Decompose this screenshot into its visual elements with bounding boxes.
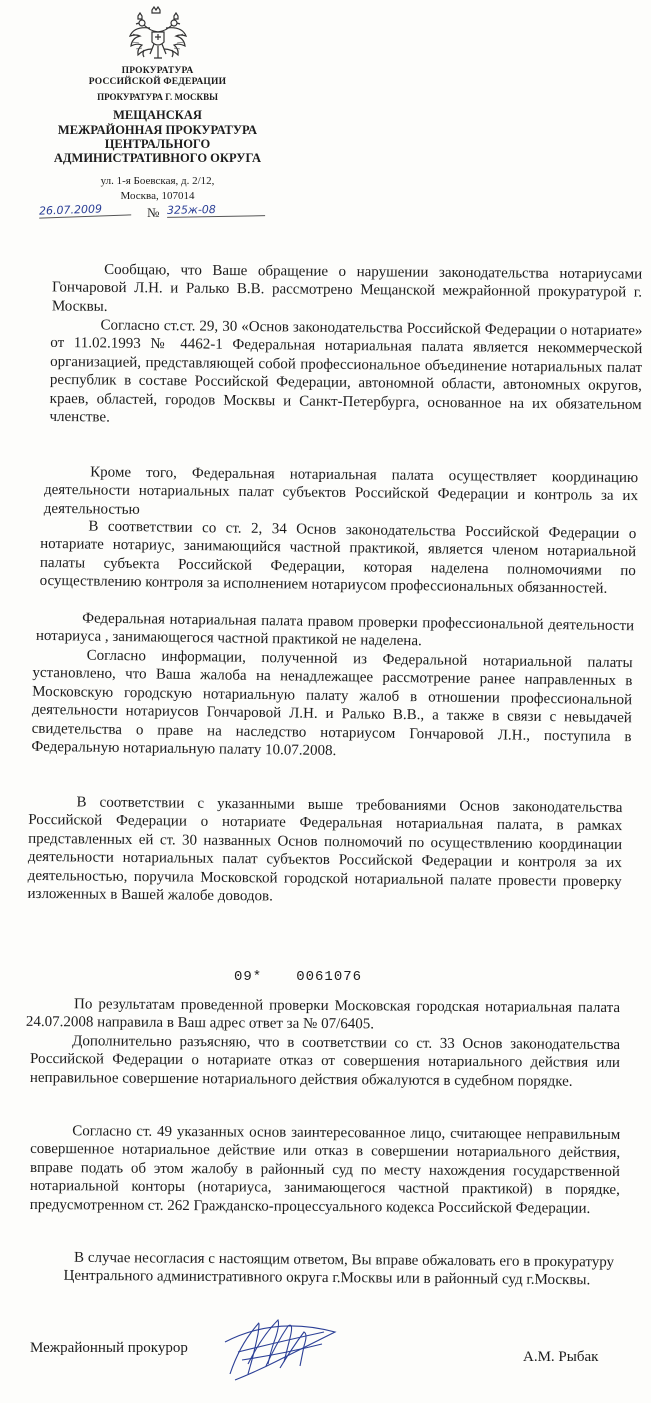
org-line-2: РОССИЙСКОЙ ФЕДЕРАЦИИ xyxy=(88,76,227,87)
paragraph-8: По результатам проведенной проверки Московская городская нотариальная палата 24.07.2008 направила в Ваш адрес ответ за № 07/6405. xyxy=(25,996,621,1033)
paragraph-9: Дополнительно разъясняю, что в соответствии со ст. 33 Основ законодательства Российской Федерации о нотариате отказ от совершения нотариального действия или неправильное совершение нотариального действия обжалуются в судебном порядке. xyxy=(29,1033,621,1090)
org-name-line-2: МЕЖРАЙОННАЯ ПРОКУРАТУРА xyxy=(57,122,258,137)
registration-date: 26.07.2009 xyxy=(39,201,131,218)
serial-prefix: 09* xyxy=(234,969,263,985)
org-line-3: ПРОКУРАТУРА Г. МОСКВЫ xyxy=(97,91,218,102)
serial-number xyxy=(234,969,362,985)
letterhead xyxy=(40,6,275,203)
org-name-line-4: АДМИНИСТРАТИВНОГО ОКРУГА xyxy=(53,151,262,166)
handwritten-signature-icon xyxy=(220,1312,340,1382)
paragraph-7: В соответствии с указанными выше требованиями Основ законодательства Российской Федерации о нотариате Федеральная нотариальная палата, в рамках представленных ей ст. 30 названных Основ полномочий по осуществлению координации деятельности нотариальных палат субъектов Российской Федерации и контроля за их деятельностью, поручила Московской городской нотариальной палате провести проверку изложенных в Вашей жалобе доводов. xyxy=(27,794,623,905)
org-name-line-1: МЕЩАНСКАЯ xyxy=(113,108,202,123)
paragraph-3: Кроме того, Федеральная нотариальная палата осуществляет координацию деятельности нотариальных палат субъектов Российской Федерации и контроль за их деятельностью xyxy=(43,464,639,518)
org-line-1: ПРОКУРАТУРА xyxy=(121,66,194,76)
serial-digits: 0061076 xyxy=(296,969,363,985)
paragraph-5: Федеральная нотариальная палата правом проверки профессиональной деятельности нотариуса , занимающегося частной практикой не наделена. xyxy=(35,610,635,650)
address-line-2: Москва, 107014 xyxy=(120,189,195,202)
paragraph-4: В соответствии со ст. 2, 34 Основ законодательства Российской Федерации о нотариате нотариус, занимающийся частной практикой, является членом нотариальной палаты субъекта Российской Федерации, которая наделена полномочиями по осуществлению контроля за исполнением нотариусом профессиональных обязанностей. xyxy=(39,518,637,597)
paragraph-6: Согласно информации, полученной из Федеральной нотариальной палаты установлено, что Ваша жалоба на ненадлежащее рассмотрение ранее направленных в Московскую городскую нотариальную палату жалоб в отношении профессиональной деятельности нотариусов Гончаровой Л.Н. и Ралько В.В., а также в связи с невыдачей свидетельства о праве на наследство нотариусом Гончаровой Л.Н., поступила в Федеральную нотариальную палату 10.07.2008. xyxy=(31,647,633,760)
paragraph-2: Согласно ст.ст. 29, 30 «Основ законодательства Российской Федерации о нотариате» от 11.02.1993 № 4462-1 Федеральная нотариальная палата является некоммерческой организацией, представляющей собой профессиональное объединение нотариальных палат республик в составе Российской Федерации, автономной области, автономных округов, краев, областей, городов Москвы и Санкт-Петербурга, основанное на их обязательном членстве. xyxy=(49,317,643,426)
paragraph-10: Согласно ст. 49 указанных основ заинтересованное лицо, считающее неправильным совершенное нотариальное действие или отказ в совершении нотариального действия, вправе подать об этом жалобу в районный суд по месту нахождения государственной нотариальной конторы (нотариуса, занимающегося частной практикой) в порядке, предусмотренном ст. 262 Гражданско-процессуального кодекса Российской Федерации. xyxy=(29,1123,621,1217)
org-name-line-3: ЦЕНТРАЛЬНОГО xyxy=(104,136,211,151)
registration-line xyxy=(35,202,270,221)
double-headed-eagle-icon xyxy=(128,6,188,64)
signatory-role: Межрайонный прокурор xyxy=(30,1340,188,1356)
paragraph-11: В случае несогласия с настоящим ответом, Вы вправе обжаловать его в прокуратуру Центрального административного округа г.Москвы или в районный суд г.Москвы. xyxy=(63,1249,615,1289)
signatory-name: А.М. Рыбак xyxy=(523,1349,599,1365)
registration-number: 325ж-08 xyxy=(167,202,265,218)
number-sign: № xyxy=(147,205,160,220)
address-line-1: ул. 1-я Боевская, д. 2/12, xyxy=(100,174,215,187)
paragraph-1: Сообщаю, что Ваше обращение о нарушении законодательства нотариусами Гончаровой Л.Н. и Ралько В.В. рассмотрено Мещанской межрайонной прокуратурой г. Москвы. xyxy=(51,261,643,315)
